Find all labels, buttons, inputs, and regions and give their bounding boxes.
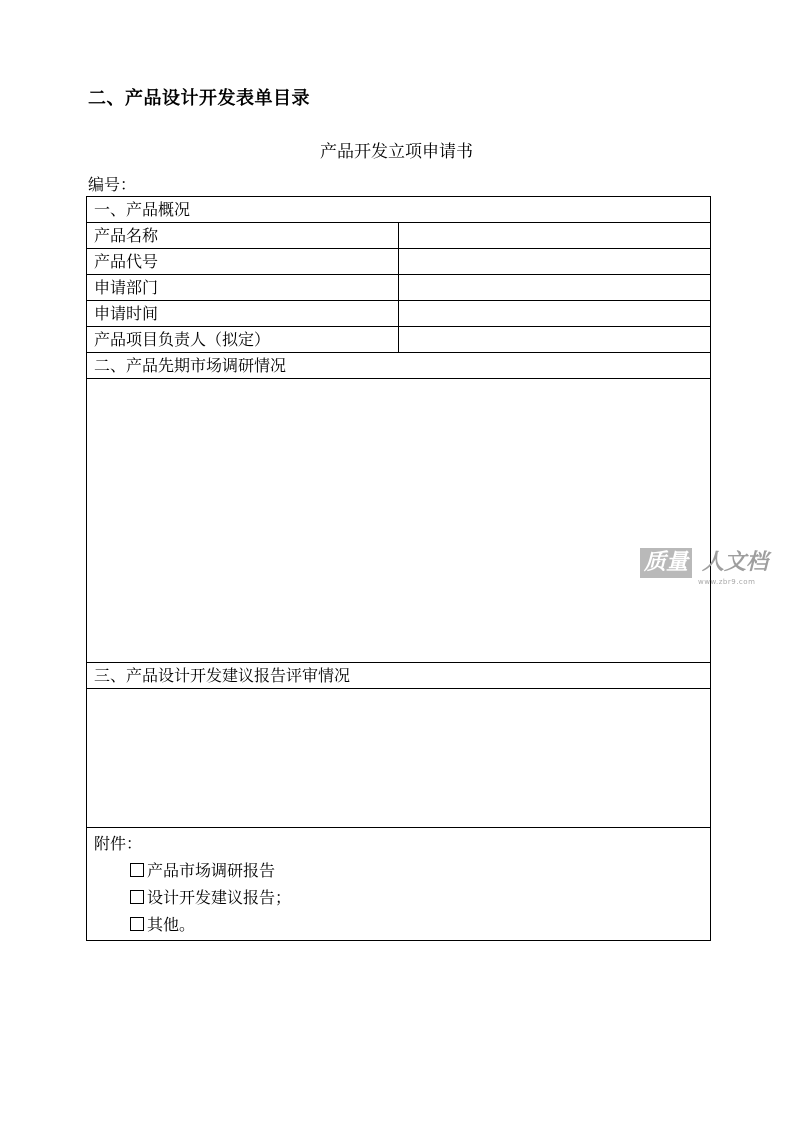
field-row	[87, 327, 711, 353]
market-content-row	[87, 379, 711, 663]
checkbox-icon[interactable]	[130, 863, 144, 877]
attachment-item-label: 产品市场调研报告	[147, 861, 276, 880]
document-title: 产品开发立项申请书	[320, 142, 473, 162]
field-value-apply-time[interactable]	[399, 301, 711, 327]
section-row-market	[87, 353, 711, 379]
attachment-item-label: 设计开发建议报告；	[147, 888, 292, 907]
field-row	[87, 249, 711, 275]
attachments-row	[87, 828, 711, 941]
field-label-product-name: 产品名称	[87, 223, 399, 249]
field-value-department[interactable]	[399, 275, 711, 301]
section-market-label: 二、产品先期市场调研情况	[87, 353, 711, 379]
review-content-area[interactable]	[87, 689, 711, 828]
section-row-overview	[87, 197, 711, 223]
watermark-url: www.zbr9.com	[698, 578, 756, 586]
field-value-product-code[interactable]	[399, 249, 711, 275]
watermark-brand-box: 质量	[640, 548, 692, 578]
field-label-apply-time: 申请时间	[87, 301, 399, 327]
attachments-cell	[87, 828, 711, 941]
number-label: 编号：	[88, 175, 137, 194]
watermark-brand-text: 人文档	[702, 550, 769, 575]
section-overview-label: 一、产品概况	[87, 197, 711, 223]
page-heading: 二、产品设计开发表单目录	[88, 88, 310, 109]
field-row	[87, 301, 711, 327]
field-row	[87, 223, 711, 249]
field-value-project-lead[interactable]	[399, 327, 711, 353]
checkbox-icon[interactable]	[130, 890, 144, 904]
field-value-product-name[interactable]	[399, 223, 711, 249]
field-label-product-code: 产品代号	[87, 249, 399, 275]
watermark-logo	[640, 548, 785, 588]
attachment-item-other[interactable]	[94, 911, 710, 938]
application-form-table	[86, 196, 711, 941]
section-row-review	[87, 663, 711, 689]
attachments-label: 附件：	[94, 834, 143, 853]
attachment-item-design-report[interactable]	[94, 884, 710, 911]
field-label-department: 申请部门	[87, 275, 399, 301]
attachment-item-label: 其他。	[147, 915, 196, 934]
field-label-project-lead: 产品项目负责人（拟定）	[87, 327, 399, 353]
attachment-item-market-report[interactable]	[94, 857, 710, 884]
section-review-label: 三、产品设计开发建议报告评审情况	[87, 663, 711, 689]
checkbox-icon[interactable]	[130, 917, 144, 931]
review-content-row	[87, 689, 711, 828]
market-content-area[interactable]	[87, 379, 711, 663]
field-row	[87, 275, 711, 301]
